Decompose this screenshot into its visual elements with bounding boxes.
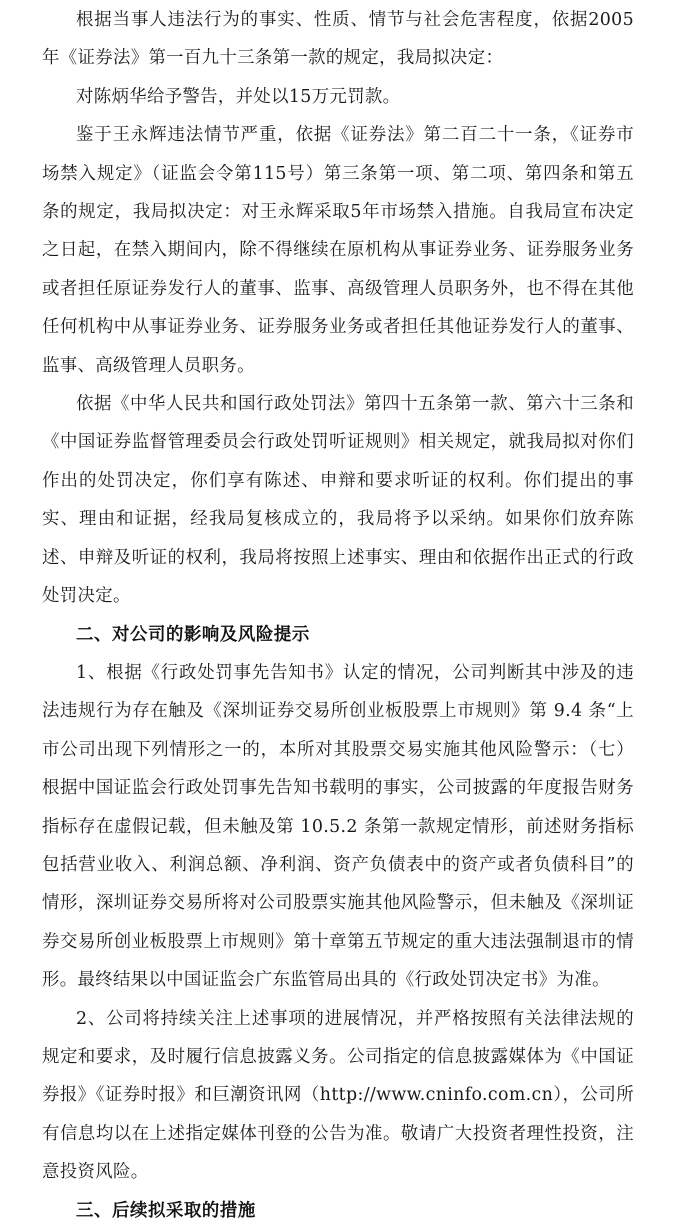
section-heading-impact-risk: 二、对公司的影响及风险提示: [76, 624, 310, 645]
paragraph-chen-penalty: 对陈炳华给予警告，并处以15万元罚款。: [76, 86, 401, 107]
paragraph-penalty-basis: 根据当事人违法行为的事实、性质、情节与社会危害程度，依据2005年《证券法》第一百九十三条第一款的规定，我局拟决定：: [42, 10, 634, 69]
paragraph-wang-market-ban: 鉴于王永辉违法情节严重，依据《证券法》第二百二十一条，《证券市场禁入规定》（证监会令第115号）第三条第一项、第二项、第四条和第五条的规定，我局拟决定：对王永辉采取5年市场禁入措施。自我局宣布决定之日起，在禁入期间内，除不得继续在原机构从事证券业务、证券服务业务或者担任原证券发行人的董事、监事、高级管理人员职务外，也不得在其他任何机构中从事证券业务、证券服务业务或者担任其他证券发行人的董事、监事、高级管理人员职务。: [42, 125, 634, 376]
section-heading-follow-up-measures: 三、后续拟采取的措施: [76, 1200, 256, 1221]
paragraph-hearing-rights: 依据《中华人民共和国行政处罚法》第四十五条第一款、第六十三条和《中国证券监督管理委员会行政处罚听证规则》相关规定，就我局拟对你们作出的处罚决定，你们享有陈述、申辩和要求听证的权利。你们提出的事实、理由和证据，经我局复核成立的，我局将予以采纳。如果你们放弃陈述、申辩及听证的权利，我局将按照上述事实、理由和依据作出正式的行政处罚决定。: [42, 394, 634, 607]
paragraph-disclosure: 2、公司将持续关注上述事项的进展情况，并严格按照有关法律法规的规定和要求，及时履行信息披露义务。公司指定的信息披露媒体为《中国证券报》《证券时报》和巨潮资讯网（http://www.cninfo.com.cn），公司所有信息均以在上述指定媒体刊登的公告为准。敬请广大投资者理性投资，注意投资风险。: [42, 1008, 634, 1183]
paragraph-risk-warning: 1、根据《行政处罚事先告知书》认定的情况，公司判断其中涉及的违法违规行为存在触及《深圳证券交易所创业板股票上市规则》第 9.4 条“上市公司出现下列情形之一的，本所对其股票交易实施其他风险警示：（七）根据中国证监会行政处罚事先告知书载明的事实，公司披露的年度报告财务指标存在虚假记载，但未触及第 10.5.2 条第一款规定情形，前述财务指标包括营业收入、利润总额、净利润、资产负债表中的资产或者负债科目”的情形，深圳证券交易所将对公司股票实施其他风险警示，但未触及《深圳证券交易所创业板股票上市规则》第十章第五节规定的重大违法强制退市的情形。最终结果以中国证监会广东监管局出具的《行政处罚决定书》为准。: [42, 662, 634, 991]
document-page: [42, 1, 634, 1230]
